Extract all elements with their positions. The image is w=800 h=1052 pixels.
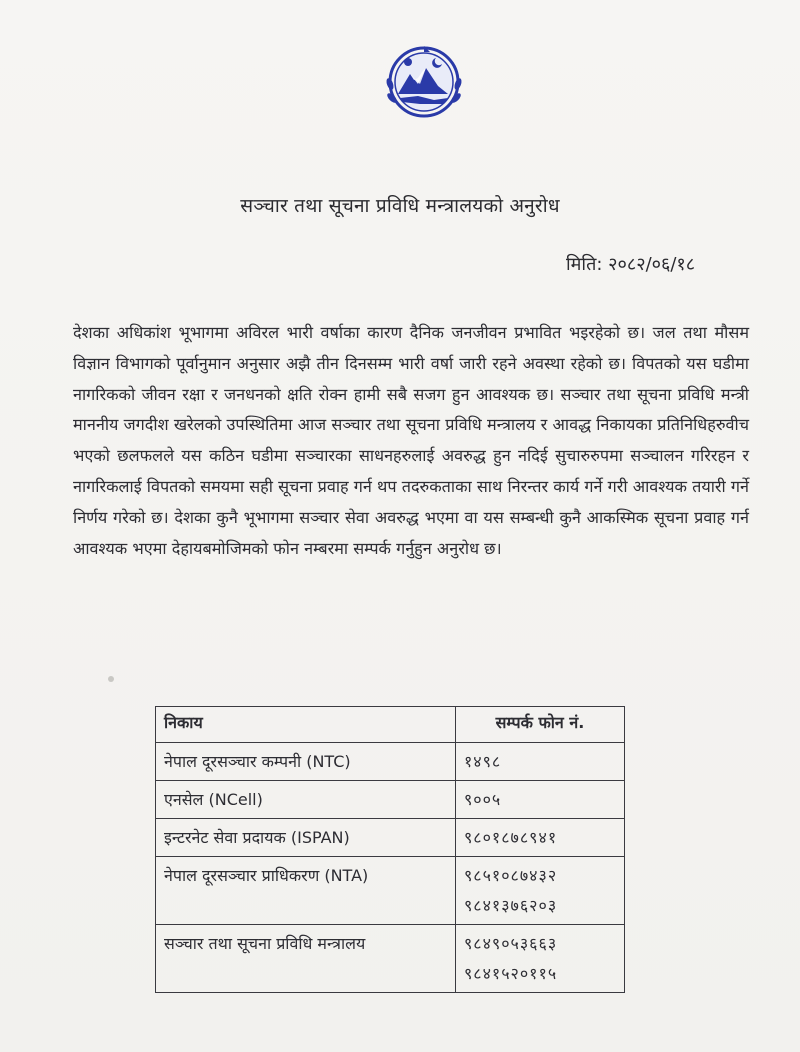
table-row bbox=[156, 781, 625, 819]
org-cell bbox=[156, 781, 456, 819]
org-name: एनसेल (NCell) bbox=[164, 790, 263, 809]
contacts-table bbox=[155, 706, 625, 993]
org-name: सञ्चार तथा सूचना प्रविधि मन्त्रालय bbox=[164, 934, 366, 953]
phone-cell bbox=[455, 743, 624, 781]
phone-number: ९८०१८७८९४१ bbox=[463, 828, 558, 847]
phone-cell bbox=[455, 925, 624, 993]
header-org: निकाय bbox=[156, 707, 456, 743]
phone-number: ९८४९०५३६६३ bbox=[463, 934, 558, 953]
phone-number: ९८४१३७६२०३ bbox=[463, 896, 558, 915]
phone-cell bbox=[455, 781, 624, 819]
document-body: देशका अधिकांश भूभागमा अविरल भारी वर्षाका कारण दैनिक जनजीवन प्रभावित भइरहेको छ। जल तथा मौसम विज्ञान विभागको पूर्वानुमान अनुसार अझै तीन दिनसम्म भारी वर्षा जारी रहने अवस्था रहेको छ। विपतको यस घडीमा नागरिकको जीवन रक्षा र जनधनको क्षति रोक्न हामी सबै सजग हुन आवश्यक छ। सञ्चार तथा सूचना प्रविधि मन्त्री माननीय जगदीश खरेलको उपस्थितिमा आज सञ्चार तथा सूचना प्रविधि मन्त्रालय र आवद्ध निकायका प्रतिनिधिहरुवीच भएको छलफलले यस कठिन घडीमा सञ्चारका साधनहरुलाई अवरुद्ध हुन नदिई सुचारुरुपमा सञ्चालन गरिरहन र नागरिकलाई विपतको समयमा सही सूचना प्रवाह गर्न थप तदरुकताका साथ निरन्तर कार्य गर्ने गरी आवश्यक तयारी गर्ने निर्णय गरेको छ। देशका कुनै भूभागमा सञ्चार सेवा अवरुद्ध भएमा वा यस सम्बन्धी कुनै आकस्मिक सूचना प्रवाह गर्न आवश्यक भएमा देहायबमोजिमको फोन नम्बरमा सम्पर्क गर्नुहुन अनुरोध छ। bbox=[73, 323, 749, 558]
table-row bbox=[156, 857, 625, 925]
table-row bbox=[156, 743, 625, 781]
header-phone: सम्पर्क फोन नं. bbox=[455, 707, 624, 743]
org-cell bbox=[156, 857, 456, 925]
document-title: सञ्चार तथा सूचना प्रविधि मन्त्रालयको अनुरोध bbox=[240, 195, 560, 217]
table-row bbox=[156, 819, 625, 857]
phone-number: ९८५१०८७४३२ bbox=[463, 866, 558, 885]
paper-speck bbox=[108, 676, 114, 682]
table-header-row bbox=[156, 707, 625, 743]
org-name: नेपाल दूरसञ्चार कम्पनी (NTC) bbox=[164, 752, 351, 771]
government-emblem bbox=[348, 38, 498, 178]
phone-number: ९००५ bbox=[463, 790, 502, 809]
org-cell bbox=[156, 925, 456, 993]
phone-cell bbox=[455, 857, 624, 925]
table-row bbox=[156, 925, 625, 993]
org-name: नेपाल दूरसञ्चार प्राधिकरण (NTA) bbox=[164, 866, 369, 885]
phone-number: १४९८ bbox=[463, 752, 502, 771]
org-cell bbox=[156, 743, 456, 781]
phone-cell bbox=[455, 819, 624, 857]
org-cell bbox=[156, 819, 456, 857]
document-date: मिति: २०८२/०६/१८ bbox=[566, 254, 696, 275]
phone-number: ९८४१५२०११५ bbox=[463, 964, 558, 983]
org-name: इन्टरनेट सेवा प्रदायक (ISPAN) bbox=[164, 828, 350, 847]
